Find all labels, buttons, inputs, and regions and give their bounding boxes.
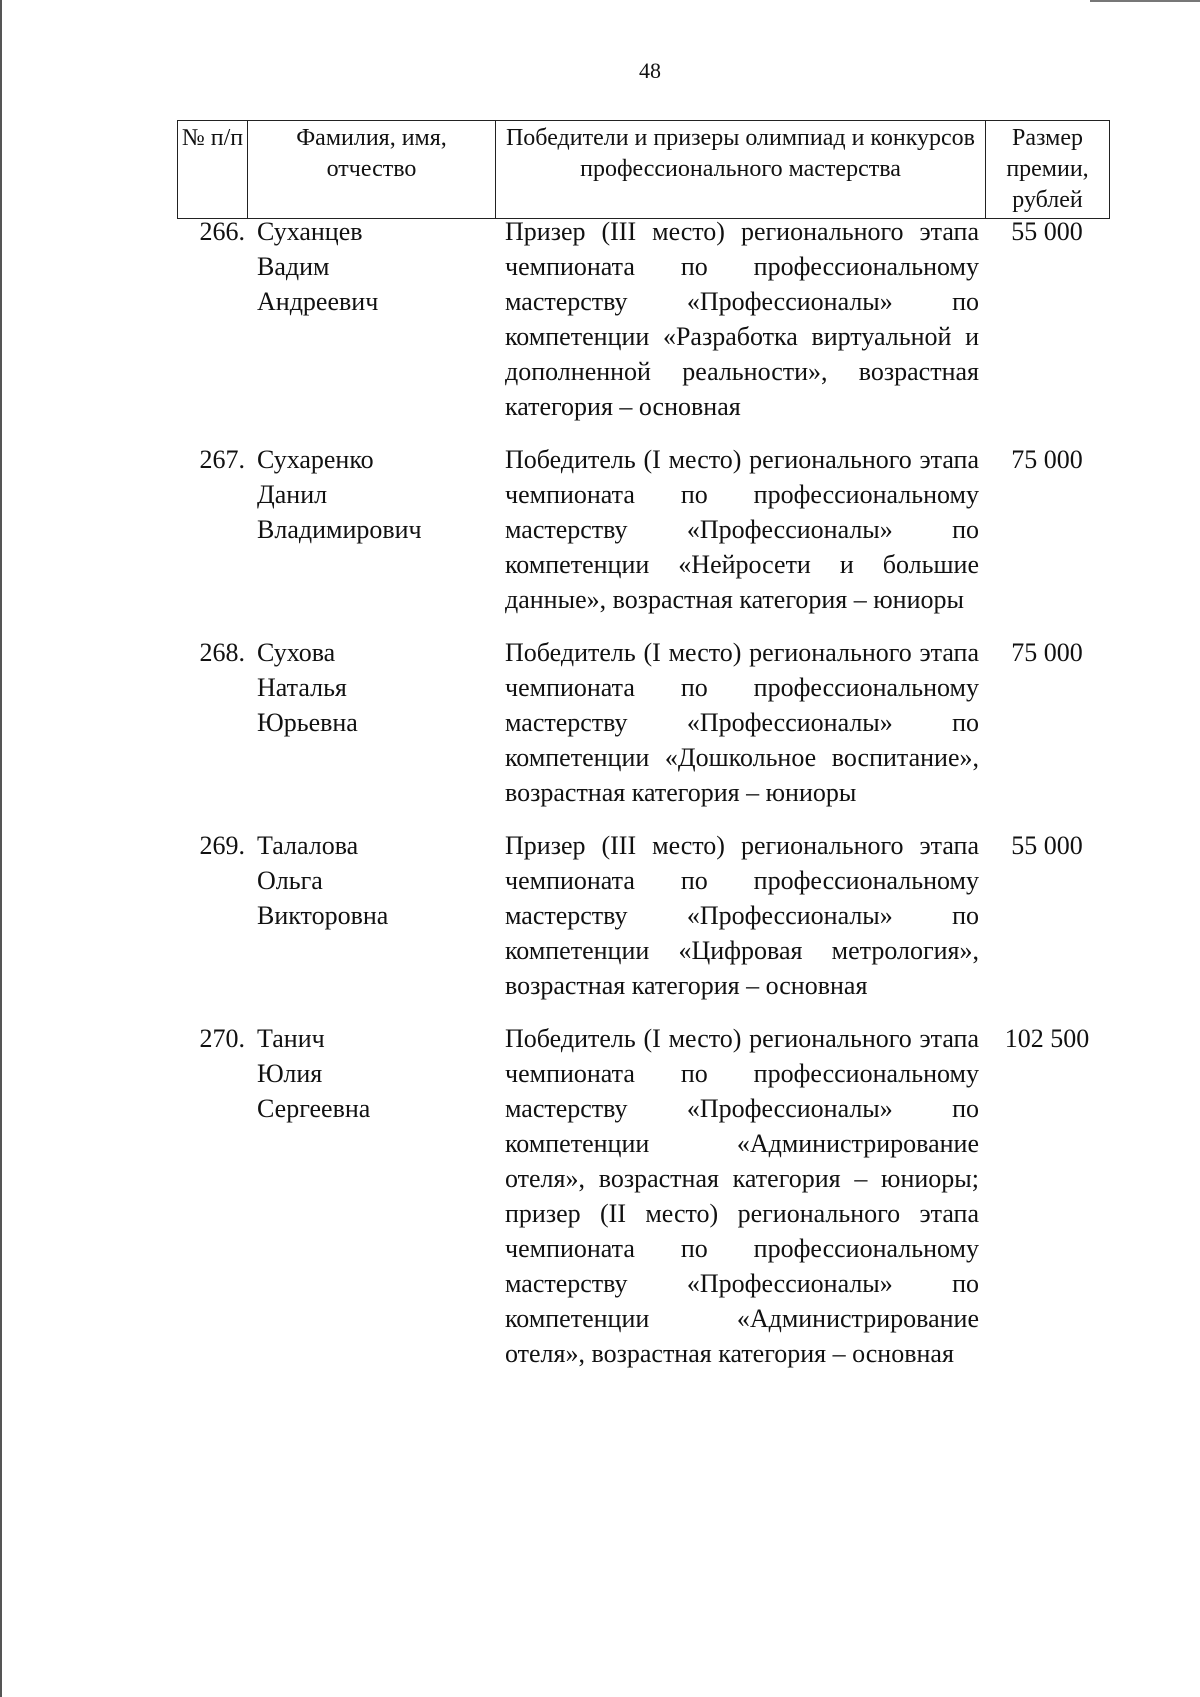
achievement-description: Призер (III место) регионального этапа чемпионата по профессиональному мастерству «Профессионалы» по компетенции «Разработка виртуальной и дополненной реальности», возрастная категория – основная [505, 217, 979, 421]
surname: Суханцев [257, 217, 363, 246]
first-name: Вадим [257, 252, 330, 281]
scan-left-edge [0, 0, 2, 1697]
award-amount: 55 000 [1011, 831, 1083, 860]
award-list [177, 214, 1109, 1371]
surname: Сухаренко [257, 445, 374, 474]
patronymic: Сергеевна [257, 1094, 371, 1123]
row-number: 266. [199, 217, 245, 246]
first-name: Данил [257, 480, 328, 509]
row-number: 267. [199, 445, 245, 474]
full-name [247, 828, 495, 933]
header-achievement: Победители и призеры олимпиад и конкурсов профессионального мастерства [496, 121, 986, 219]
first-name: Ольга [257, 866, 323, 895]
surname: Талалова [257, 831, 359, 860]
full-name [247, 1021, 495, 1126]
first-name: Юлия [257, 1059, 323, 1088]
row-number: 269. [199, 831, 245, 860]
patronymic: Владимирович [257, 515, 422, 544]
surname: Танич [257, 1024, 325, 1053]
patronymic: Викторовна [257, 901, 389, 930]
patronymic: Юрьевна [257, 708, 358, 737]
award-amount: 75 000 [1011, 638, 1083, 667]
achievement-description: Победитель (I место) регионального этапа чемпионата по профессиональному мастерству «Профессионалы» по компетенции «Нейросети и большие данные», возрастная категория – юниоры [505, 445, 979, 614]
header-number: № п/п [178, 121, 248, 219]
page-number: 48 [639, 58, 661, 83]
achievement-description: Победитель (I место) регионального этапа чемпионата по профессиональному мастерству «Профессионалы» по компетенции «Дошкольное воспитание», возрастная категория – юниоры [505, 638, 979, 807]
first-name: Наталья [257, 673, 347, 702]
achievement-description: Победитель (I место) регионального этапа чемпионата по профессиональному мастерству «Профессионалы» по компетенции «Администрирование отеля», возрастная категория – юниоры; призер (II место) регионального этапа чемпионата по профессиональному мастерству «Профессионалы» по компетенции «Администрирование отеля», возрастная категория – основная [505, 1024, 979, 1368]
scan-top-edge [1090, 0, 1200, 2]
table-row [177, 442, 1109, 617]
header-full-name: Фамилия, имя, отчество [248, 121, 496, 219]
row-number: 268. [199, 638, 245, 667]
table-header [177, 120, 1110, 219]
patronymic: Андреевич [257, 287, 379, 316]
achievement-description: Призер (III место) регионального этапа чемпионата по профессиональному мастерству «Профессионалы» по компетенции «Цифровая метрология», возрастная категория – основная [505, 831, 979, 1000]
full-name [247, 214, 495, 319]
award-amount: 55 000 [1011, 217, 1083, 246]
award-amount: 102 500 [1004, 1024, 1090, 1053]
row-number: 270. [199, 1024, 245, 1053]
surname: Сухова [257, 638, 336, 667]
table-row [177, 635, 1109, 810]
header-award-amount: Размер премии, рублей [986, 121, 1110, 219]
table-row [177, 828, 1109, 1003]
table-row [177, 1021, 1109, 1371]
full-name [247, 442, 495, 547]
full-name [247, 635, 495, 740]
award-amount: 75 000 [1011, 445, 1083, 474]
table-row [177, 214, 1109, 424]
